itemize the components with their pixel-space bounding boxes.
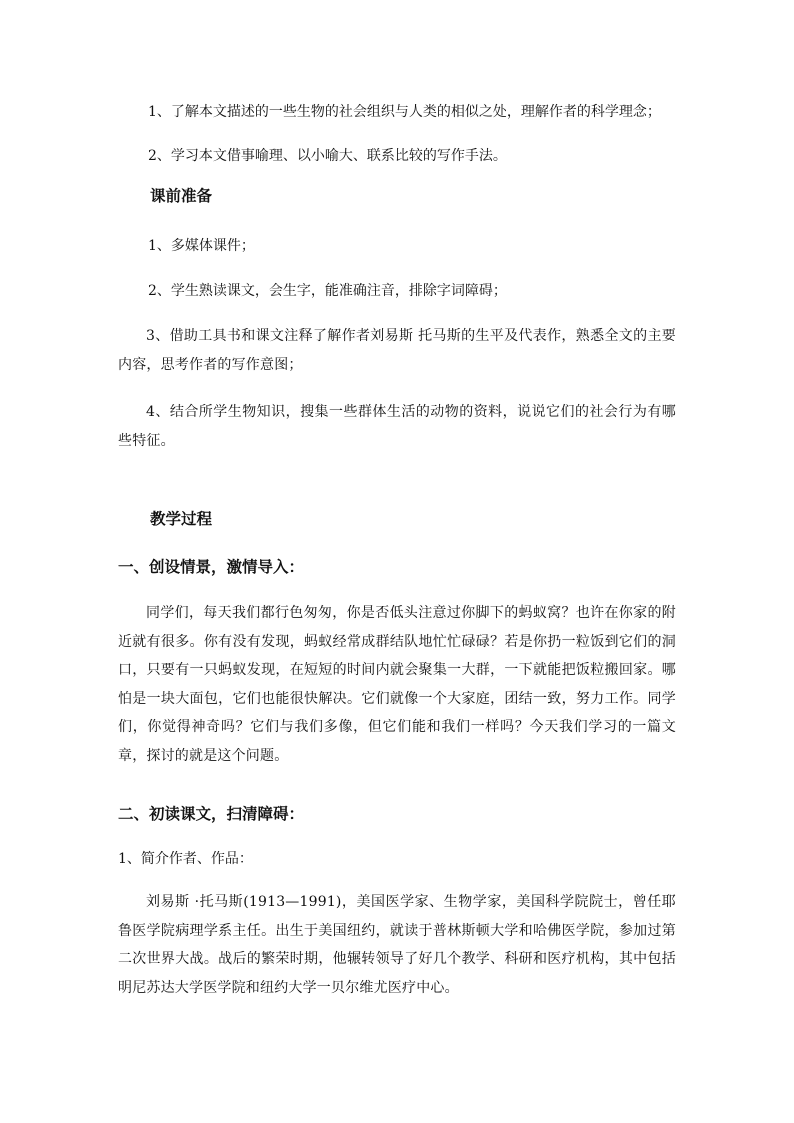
preparation-item-2: 2、学生熟读课文，会生字，能准确注音，排除字词障碍； [148, 283, 507, 299]
preparation-item-3: 3、借助工具书和课文注释了解作者刘易斯 托马斯的生平及代表作，熟悉全文的主要内容，思考作者的写作意图； [118, 328, 676, 373]
objective-item-1: 1、了解本文描述的一些生物的社会组织与人类的相似之处，理解作者的科学理念； [148, 104, 661, 120]
section-1-paragraph: 同学们，每天我们都行色匆匆，你是否低头注意过你脚下的蚂蚁窝？也许在你家的附近就有很多。你有没有发现，蚂蚁经常成群结队地忙忙碌碌？若是你扔一粒饭到它们的洞口，只要有一只蚂蚁发现，在短短的时间内就会聚集一大群，一下就能把饭粒搬回家。哪怕是一块大面包，它们也能很快解决。它们就像一个大家庭，团结一致，努力工作。同学们，你觉得神奇吗？它们与我们多像，但它们能和我们一样吗？今天我们学习的一篇文章，探讨的就是这个问题。 [118, 605, 676, 764]
section-1-heading: 一、创设情景，激情导入： [118, 557, 305, 576]
objective-item-2: 2、学习本文借事喻理、以小喻大、联系比较的写作手法。 [148, 148, 507, 164]
section-2-subheading: 1、简介作者、作品： [118, 851, 253, 867]
preparation-item-4: 4、结合所学生物知识，搜集一些群体生活的动物的资料，说说它们的社会行为有哪些特征。 [118, 404, 676, 449]
preparation-item-1: 1、多媒体课件； [148, 238, 255, 254]
section-2-heading: 二、初读课文，扫清障碍： [118, 804, 305, 823]
preparation-heading: 课前准备 [150, 186, 213, 205]
author-intro-paragraph: 刘易斯 ·托马斯(1913—1991)，美国医学家、生物学家，美国科学院院士，曾任耶鲁医学院病理学系主任。出生于美国纽约，就读于普林斯顿大学和哈佛医学院，参加过第二次世界大战。战后的繁荣时期，他辗转领导了好几个教学、科研和医疗机构，其中包括明尼苏达大学医学院和纽约大学一贝尔维尤医疗中心。 [118, 894, 676, 996]
process-heading: 教学过程 [150, 509, 213, 528]
